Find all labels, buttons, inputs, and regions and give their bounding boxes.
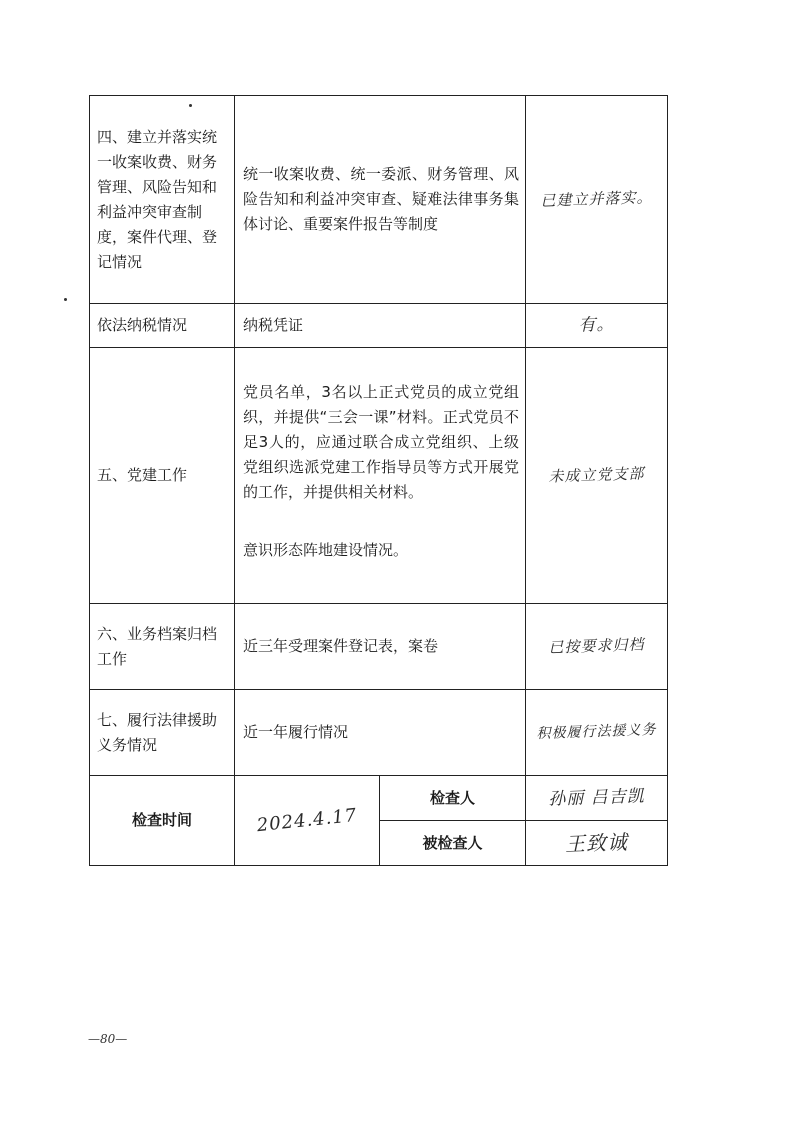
handwritten-result: 积极履行法援义务 [536, 721, 657, 743]
handwritten-result: 有。 [578, 314, 615, 336]
form-row [90, 304, 668, 348]
requirement-cell [235, 96, 526, 304]
result-cell [526, 604, 668, 690]
requirement-text: 纳税凭证 [243, 316, 304, 334]
item-cell [90, 304, 235, 348]
result-cell [526, 304, 668, 348]
requirement-cell [235, 604, 526, 690]
inspector-signature-cell [526, 776, 668, 821]
item-text: 六、业务档案归档工作 [97, 624, 218, 668]
inspection-form-table [89, 95, 668, 776]
form-row [90, 96, 668, 304]
requirement-text: 统一收案收费、统一委派、财务管理、风险告知和利益冲突审查、疑难法律事务集体讨论、重要案件报告等制度 [243, 165, 519, 233]
item-cell [90, 604, 235, 690]
item-cell [90, 348, 235, 604]
requirement-cell [235, 690, 526, 776]
check-date-cell [235, 776, 380, 866]
scan-speck [64, 298, 67, 301]
page-number: —80— [88, 1032, 128, 1046]
requirement-cell [235, 304, 526, 348]
signature-table [89, 775, 668, 866]
requirement-text: 近三年受理案件登记表，案卷 [243, 637, 439, 655]
result-cell [526, 690, 668, 776]
result-cell [526, 96, 668, 304]
handwritten-check-date: 2024.4.17 [255, 804, 359, 837]
item-text: 依法纳税情况 [97, 316, 188, 334]
inspector-label: 检查人 [429, 788, 475, 807]
form-row [90, 604, 668, 690]
handwritten-result: 未成立党支部 [548, 464, 645, 486]
result-cell [526, 348, 668, 604]
inspected-label-cell [380, 821, 526, 866]
item-text: 七、履行法律援助义务情况 [97, 710, 218, 754]
inspected-signature: 王致诚 [564, 829, 629, 856]
item-text: 四、建立并落实统一收案收费、财务管理、风险告知和利益冲突审查制度，案件代理、登记情况 [97, 127, 218, 271]
check-time-label-cell [90, 776, 235, 866]
inspected-signature-cell [526, 821, 668, 866]
inspected-label: 被检查人 [422, 833, 483, 852]
item-text: 五、党建工作 [97, 466, 188, 484]
inspector-signature: 孙丽 吕吉凯 [547, 785, 646, 810]
handwritten-result: 已建立并落实。 [540, 188, 653, 210]
item-cell [90, 690, 235, 776]
requirement-text: 党员名单，3名以上正式党员的成立党组织，并提供“三会一课”材料。正式党员不足3人的，应通过联合成立党组织、上级党组织选派党建工作指导员等方式开展党的工作，并提供相关材料。 [243, 383, 519, 501]
form-row [90, 348, 668, 604]
inspector-label-cell [380, 776, 526, 821]
inspector-row [90, 776, 668, 821]
item-cell [90, 96, 235, 304]
requirement-extra-text: 意识形态阵地建设情况。 [243, 541, 409, 559]
requirement-cell [235, 348, 526, 604]
requirement-text: 近一年履行情况 [243, 723, 349, 741]
handwritten-result: 已按要求归档 [548, 635, 645, 657]
check-time-label: 检查时间 [131, 811, 192, 829]
form-row [90, 690, 668, 776]
